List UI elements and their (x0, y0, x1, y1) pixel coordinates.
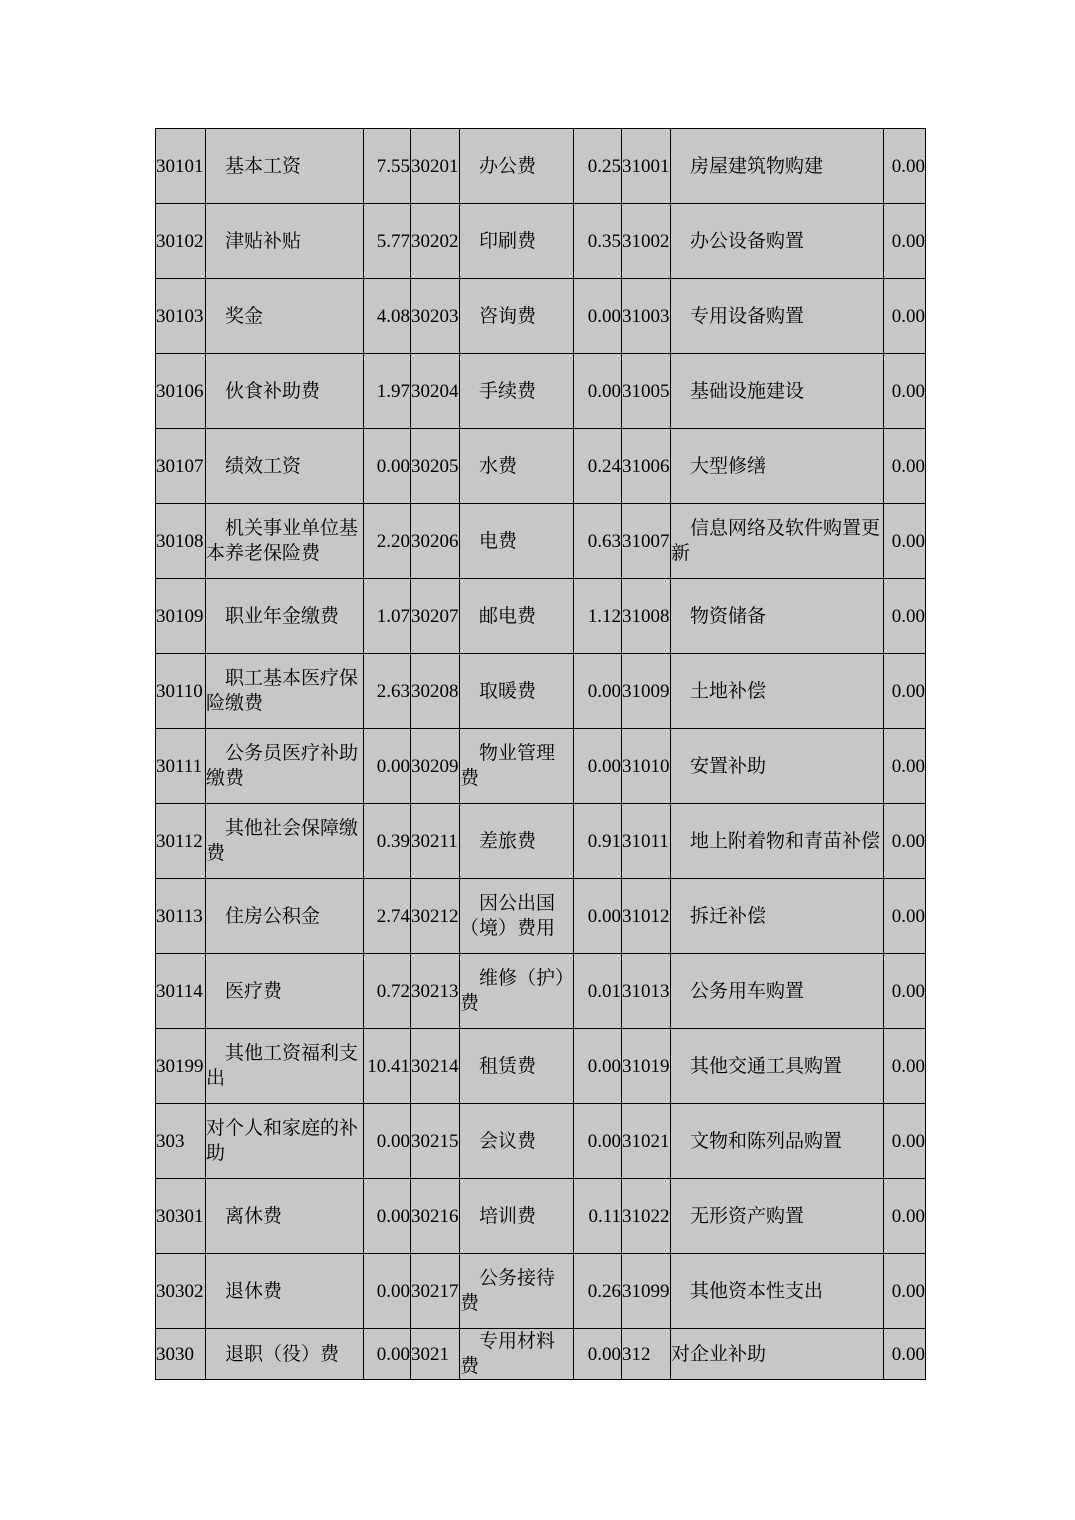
item-name-text: 手续费 (479, 380, 537, 402)
item-name-cell (460, 654, 574, 729)
code-cell: 30211 (411, 804, 460, 879)
item-name-cell (671, 504, 884, 579)
amount-cell: 0.11 (574, 1179, 622, 1254)
amount-cell: 0.00 (574, 654, 622, 729)
item-name-cell (206, 429, 364, 504)
amount-cell: 0.00 (884, 1029, 926, 1104)
item-name-cell (460, 504, 574, 579)
item-name-cell (671, 1179, 884, 1254)
amount-cell: 0.00 (574, 1104, 622, 1179)
item-name-text: 退职（役）费 (225, 1343, 340, 1365)
amount-cell: 0.25 (574, 129, 622, 204)
item-name-text: 离休费 (225, 1205, 283, 1227)
item-name-text: 会议费 (479, 1130, 537, 1152)
budget-table (155, 128, 926, 1380)
code-cell: 31003 (622, 279, 671, 354)
amount-cell: 0.72 (364, 954, 411, 1029)
code-cell: 31012 (622, 879, 671, 954)
item-name-cell (671, 954, 884, 1029)
amount-cell: 2.74 (364, 879, 411, 954)
item-name-cell (206, 579, 364, 654)
code-cell: 30214 (411, 1029, 460, 1104)
item-name-cell (671, 579, 884, 654)
item-name-cell (460, 1329, 574, 1380)
code-cell: 30101 (156, 129, 206, 204)
item-name-cell (671, 1329, 884, 1380)
item-name-text: 土地补偿 (690, 680, 767, 702)
item-name-cell (671, 879, 884, 954)
item-name-cell (671, 279, 884, 354)
code-cell: 31021 (622, 1104, 671, 1179)
code-cell: 30109 (156, 579, 206, 654)
item-name-cell (671, 429, 884, 504)
code-cell: 31007 (622, 504, 671, 579)
amount-cell: 0.35 (574, 204, 622, 279)
amount-cell: 0.00 (884, 1329, 926, 1380)
item-name-text: 专用材料费 (460, 1331, 556, 1377)
amount-cell: 0.00 (884, 879, 926, 954)
code-cell: 30206 (411, 504, 460, 579)
amount-cell: 0.00 (574, 729, 622, 804)
amount-cell: 0.00 (884, 804, 926, 879)
item-name-cell (460, 1179, 574, 1254)
item-name-text: 物业管理费 (460, 743, 556, 789)
item-name-cell (671, 1254, 884, 1329)
amount-cell: 0.00 (884, 1104, 926, 1179)
code-cell: 30205 (411, 429, 460, 504)
amount-cell: 0.63 (574, 504, 622, 579)
item-name-text: 维修（护）费 (460, 968, 565, 1014)
item-name-text: 房屋建筑物购建 (690, 155, 824, 177)
item-name-text: 绩效工资 (225, 455, 302, 477)
budget-table-body (156, 129, 926, 1380)
item-name-text: 培训费 (479, 1205, 537, 1227)
amount-cell: 0.24 (574, 429, 622, 504)
item-name-cell (206, 804, 364, 879)
amount-cell: 10.41 (364, 1029, 411, 1104)
item-name-text: 邮电费 (479, 605, 537, 627)
item-name-cell (460, 579, 574, 654)
code-cell: 30107 (156, 429, 206, 504)
amount-cell: 0.00 (364, 1254, 411, 1329)
item-name-cell (460, 804, 574, 879)
item-name-text: 公务用车购置 (690, 980, 805, 1002)
item-name-text: 伙食补助费 (225, 380, 321, 402)
code-cell: 312 (622, 1329, 671, 1380)
code-cell: 30106 (156, 354, 206, 429)
amount-cell: 0.00 (364, 429, 411, 504)
code-cell: 30199 (156, 1029, 206, 1104)
item-name-text: 差旅费 (479, 830, 537, 852)
item-name-text: 其他工资福利支出 (206, 1043, 359, 1089)
code-cell: 31011 (622, 804, 671, 879)
item-name-cell (671, 1104, 884, 1179)
item-name-text: 拆迁补偿 (690, 905, 767, 927)
amount-cell: 0.00 (574, 354, 622, 429)
amount-cell: 5.77 (364, 204, 411, 279)
item-name-cell (206, 1329, 364, 1380)
item-name-cell (460, 729, 574, 804)
item-name-cell (460, 1254, 574, 1329)
code-cell: 30302 (156, 1254, 206, 1329)
code-cell: 3021 (411, 1329, 460, 1380)
code-cell: 30202 (411, 204, 460, 279)
amount-cell: 2.63 (364, 654, 411, 729)
item-name-text: 其他资本性支出 (690, 1280, 824, 1302)
amount-cell: 0.91 (574, 804, 622, 879)
item-name-text: 租赁费 (479, 1055, 537, 1077)
amount-cell: 0.00 (884, 1179, 926, 1254)
item-name-cell (671, 1029, 884, 1104)
table-row (156, 879, 926, 954)
table-row (156, 1329, 926, 1380)
table-row (156, 204, 926, 279)
item-name-text: 职业年金缴费 (225, 605, 340, 627)
code-cell: 30212 (411, 879, 460, 954)
item-name-text: 文物和陈列品购置 (690, 1130, 843, 1152)
code-cell: 31013 (622, 954, 671, 1029)
table-row (156, 1254, 926, 1329)
item-name-cell (460, 1029, 574, 1104)
item-name-cell (671, 354, 884, 429)
item-name-cell (460, 1104, 574, 1179)
item-name-text: 物资储备 (690, 605, 767, 627)
amount-cell: 0.00 (884, 729, 926, 804)
code-cell: 30207 (411, 579, 460, 654)
code-cell: 30217 (411, 1254, 460, 1329)
code-cell: 30216 (411, 1179, 460, 1254)
item-name-text: 地上附着物和青苗补偿 (690, 830, 881, 852)
table-row (156, 804, 926, 879)
item-name-text: 水费 (479, 455, 518, 477)
item-name-text: 机关事业单位基本养老保险费 (206, 518, 359, 564)
item-name-text: 津贴补贴 (225, 230, 302, 252)
item-name-text: 安置补助 (690, 755, 767, 777)
table-row (156, 504, 926, 579)
item-name-text: 专用设备购置 (690, 305, 805, 327)
amount-cell: 0.00 (884, 1254, 926, 1329)
item-name-cell (206, 129, 364, 204)
amount-cell: 0.26 (574, 1254, 622, 1329)
code-cell: 30209 (411, 729, 460, 804)
code-cell: 30110 (156, 654, 206, 729)
item-name-cell (206, 1029, 364, 1104)
amount-cell: 0.01 (574, 954, 622, 1029)
amount-cell: 0.00 (364, 1179, 411, 1254)
item-name-cell (206, 204, 364, 279)
code-cell: 31009 (622, 654, 671, 729)
code-cell: 31005 (622, 354, 671, 429)
item-name-cell (206, 354, 364, 429)
code-cell: 303 (156, 1104, 206, 1179)
amount-cell: 1.97 (364, 354, 411, 429)
code-cell: 31019 (622, 1029, 671, 1104)
amount-cell: 0.00 (884, 429, 926, 504)
item-name-text: 取暖费 (479, 680, 537, 702)
item-name-cell (460, 204, 574, 279)
amount-cell: 0.00 (364, 1329, 411, 1380)
amount-cell: 0.39 (364, 804, 411, 879)
item-name-cell (206, 504, 364, 579)
amount-cell: 0.00 (574, 279, 622, 354)
table-row (156, 279, 926, 354)
amount-cell: 0.00 (574, 879, 622, 954)
item-name-text: 其他交通工具购置 (690, 1055, 843, 1077)
code-cell: 30102 (156, 204, 206, 279)
code-cell: 3030 (156, 1329, 206, 1380)
code-cell: 30203 (411, 279, 460, 354)
code-cell: 31022 (622, 1179, 671, 1254)
table-row (156, 429, 926, 504)
amount-cell: 0.00 (884, 354, 926, 429)
amount-cell: 2.20 (364, 504, 411, 579)
amount-cell: 1.07 (364, 579, 411, 654)
table-row (156, 1179, 926, 1254)
item-name-text: 咨询费 (479, 305, 537, 327)
amount-cell: 0.00 (574, 1029, 622, 1104)
amount-cell: 7.55 (364, 129, 411, 204)
item-name-text: 电费 (479, 530, 518, 552)
code-cell: 31099 (622, 1254, 671, 1329)
item-name-cell (206, 1104, 364, 1179)
amount-cell: 0.00 (884, 279, 926, 354)
item-name-cell (671, 204, 884, 279)
code-cell: 30108 (156, 504, 206, 579)
item-name-cell (206, 654, 364, 729)
item-name-text: 办公费 (479, 155, 537, 177)
item-name-cell (206, 279, 364, 354)
table-row (156, 954, 926, 1029)
amount-cell: 0.00 (884, 654, 926, 729)
code-cell: 30215 (411, 1104, 460, 1179)
item-name-text: 基本工资 (225, 155, 302, 177)
table-row (156, 1029, 926, 1104)
item-name-cell (671, 804, 884, 879)
table-row (156, 579, 926, 654)
code-cell: 31006 (622, 429, 671, 504)
item-name-cell (206, 954, 364, 1029)
item-name-cell (460, 429, 574, 504)
item-name-text: 医疗费 (225, 980, 283, 1002)
item-name-text: 基础设施建设 (690, 380, 805, 402)
code-cell: 30213 (411, 954, 460, 1029)
item-name-cell (460, 279, 574, 354)
item-name-cell (206, 879, 364, 954)
item-name-text: 对企业补助 (671, 1343, 767, 1365)
item-name-cell (460, 354, 574, 429)
code-cell: 31001 (622, 129, 671, 204)
item-name-text: 职工基本医疗保险缴费 (206, 668, 359, 714)
table-row (156, 729, 926, 804)
code-cell: 30112 (156, 804, 206, 879)
code-cell: 31010 (622, 729, 671, 804)
item-name-text: 公务接待费 (460, 1268, 556, 1314)
amount-cell: 0.00 (364, 1104, 411, 1179)
item-name-text: 对个人和家庭的补助 (206, 1118, 359, 1164)
item-name-text: 信息网络及软件购置更新 (671, 518, 881, 564)
item-name-text: 大型修缮 (690, 455, 767, 477)
amount-cell: 0.00 (574, 1329, 622, 1380)
amount-cell: 1.12 (574, 579, 622, 654)
code-cell: 30114 (156, 954, 206, 1029)
amount-cell: 0.00 (884, 954, 926, 1029)
amount-cell: 0.00 (884, 204, 926, 279)
code-cell: 31002 (622, 204, 671, 279)
item-name-text: 退休费 (225, 1280, 283, 1302)
table-row (156, 1104, 926, 1179)
item-name-cell (460, 879, 574, 954)
item-name-cell (671, 654, 884, 729)
amount-cell: 0.00 (884, 129, 926, 204)
code-cell: 30201 (411, 129, 460, 204)
code-cell: 30111 (156, 729, 206, 804)
item-name-text: 奖金 (225, 305, 264, 327)
item-name-text: 印刷费 (479, 230, 537, 252)
code-cell: 30208 (411, 654, 460, 729)
item-name-text: 住房公积金 (225, 905, 321, 927)
item-name-text: 无形资产购置 (690, 1205, 805, 1227)
code-cell: 30204 (411, 354, 460, 429)
item-name-cell (206, 729, 364, 804)
amount-cell: 0.00 (884, 579, 926, 654)
item-name-cell (460, 129, 574, 204)
amount-cell: 4.08 (364, 279, 411, 354)
table-row (156, 654, 926, 729)
item-name-cell (671, 729, 884, 804)
code-cell: 30301 (156, 1179, 206, 1254)
table-row (156, 129, 926, 204)
code-cell: 30113 (156, 879, 206, 954)
item-name-cell (206, 1254, 364, 1329)
item-name-text: 公务员医疗补助缴费 (206, 743, 359, 789)
item-name-cell (206, 1179, 364, 1254)
item-name-cell (671, 129, 884, 204)
item-name-text: 因公出国（境）费用 (460, 893, 556, 939)
item-name-text: 其他社会保障缴费 (206, 818, 359, 864)
code-cell: 31008 (622, 579, 671, 654)
amount-cell: 0.00 (884, 504, 926, 579)
code-cell: 30103 (156, 279, 206, 354)
item-name-cell (460, 954, 574, 1029)
amount-cell: 0.00 (364, 729, 411, 804)
item-name-text: 办公设备购置 (690, 230, 805, 252)
table-row (156, 354, 926, 429)
